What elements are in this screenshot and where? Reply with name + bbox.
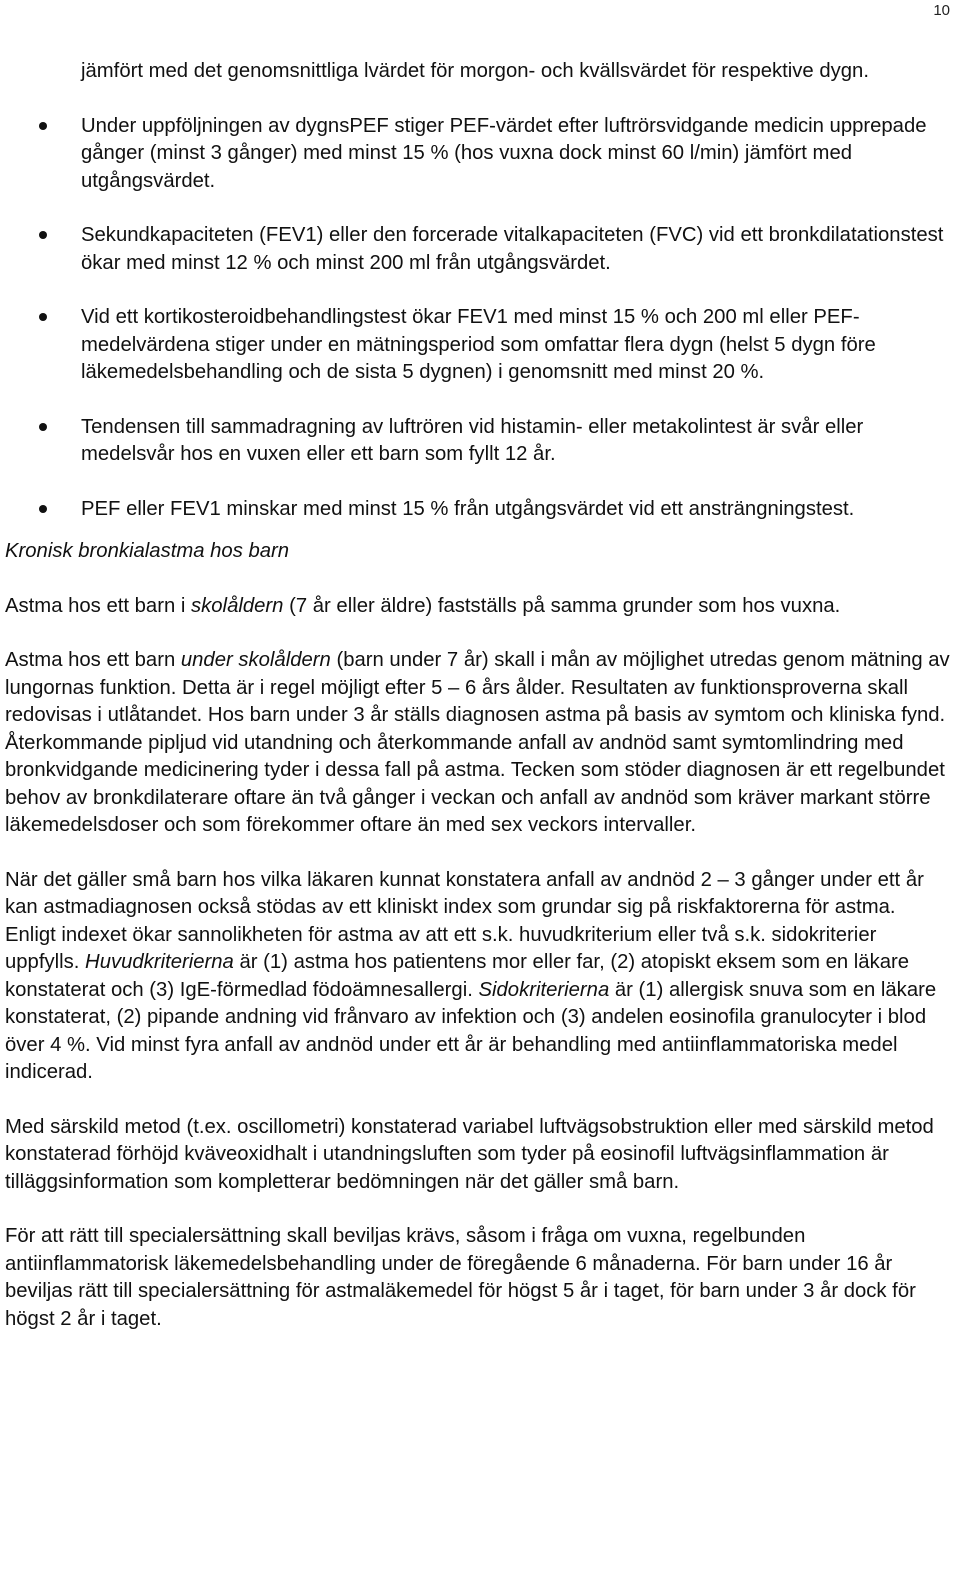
criteria-list — [5, 113, 950, 524]
bullet-icon — [39, 313, 47, 321]
bullet-icon — [39, 122, 47, 130]
paragraph-emphasis: under skolåldern — [180, 649, 331, 671]
list-item-text: Tendensen till sammadragning av luftrören vid histamin- eller metakolintest är svår eller medelsvår hos en vuxen eller ett barn som fyllt 12 år. — [81, 415, 864, 465]
paragraph-emphasis: Huvudkriterierna — [85, 951, 234, 973]
bullet-icon — [39, 423, 47, 431]
list-item — [5, 304, 950, 387]
paragraph-reimbursement: För att rätt till specialersättning skall beviljas krävs, såsom i fråga om vuxna, regelbunden antiinflammatorisk läkemedelsbehandling under de föregående 6 månaderna. För barn under 16 år beviljas rätt till specialersättning för astmaläkemedel för högst 5 år i taget, för barn under 3 år dock för högst 2 år i taget. — [5, 1225, 916, 1330]
paragraph-under-school-age — [5, 647, 950, 840]
list-item — [5, 496, 950, 524]
intro-continuation: jämfört med det genomsnittliga lvärdet för morgon- och kvällsvärdet för respektive dygn. — [81, 60, 869, 82]
list-item-text: Sekundkapaciteten (FEV1) eller den forcerade vitalkapaciteten (FVC) vid ett bronkdilatationstest ökar med minst 12 % och minst 200 ml från utgångsvärdet. — [81, 224, 944, 274]
list-item — [5, 113, 950, 196]
paragraph-text: (7 år eller äldre) fastställs på samma grunder som hos vuxna. — [283, 594, 841, 617]
page-content — [5, 58, 950, 1333]
paragraph-emphasis: Sidokriterierna — [478, 978, 610, 1001]
paragraph-text: är (1) astma hos patientens mor eller far, (2) atopiskt eksem som en läkare konstaterat och (3) IgE-förmedlad födoämnesallergi. — [5, 951, 910, 1001]
list-item — [5, 222, 950, 277]
list-item — [5, 414, 950, 469]
section-heading: Kronisk bronkialastma hos barn — [5, 540, 290, 562]
bullet-icon — [39, 231, 47, 239]
paragraph-text: Astma hos ett barn — [5, 649, 181, 671]
list-item-text: Under uppföljningen av dygnsPEF stiger PEF-värdet efter luftrörsvidgande medicin upprepade gånger (minst 3 gånger) med minst 15 % (hos vuxna dock minst 60 l/min) jämfört med utgångsvärdet. — [81, 114, 927, 192]
list-item-text: PEF eller FEV1 minskar med minst 15 % från utgångsvärdet vid ett ansträngningstest. — [81, 497, 855, 520]
list-item-text: Vid ett kortikosteroidbehandlingstest ökar FEV1 med minst 15 % och 200 ml eller PEF-medelvärdena stiger under en mätningsperiod som omfattar flera dygn (helst 5 dygn före läkemedelsbehandling och de sista 5 dygnen) i genomsnitt med minst 20 %. — [81, 306, 876, 383]
paragraph-special-method: Med särskild metod (t.ex. oscillometri) konstaterad variabel luftvägsobstruktion eller med särskild metod konstaterad förhöjd kväveoxidhalt i utandningsluften som tyder på eosinofil luftvägsinflammation är tilläggsinformation som kompletterar bedömningen när det gäller små barn. — [5, 1115, 934, 1193]
paragraph-small-children — [5, 867, 950, 1087]
paragraph-text: Astma hos ett barn i — [5, 594, 191, 617]
paragraph-text: När det gäller små barn hos vilka läkaren kunnat konstatera anfall av andnöd 2 – 3 gånger under ett år kan astmadiagnosen också stödas av ett kliniskt index som grundar sig på riskfaktorerna för astma. Enligt indexet ökar sannolikheten för astma av att ett s.k. huvudkriterium eller två s.k. sidokriterier uppfylls. — [5, 868, 924, 973]
page-number: 10 — [933, 2, 950, 19]
paragraph-emphasis: skolåldern — [191, 594, 284, 617]
bullet-icon — [39, 505, 47, 513]
paragraph-text: (barn under 7 år) skall i mån av möjlighet utredas genom mätning av lungornas funktion. Detta är i regel möjligt efter 5 – 6 års ålder. Resultaten av funktionsproverna skall redovisas i utlåtandet. Hos barn under 3 år ställs diagnosen astma på basis av symtom och kliniska fynd. Återkommande pipljud vid utandning och återkommande anfall av andnöd samt symtomlindring med bronkvidgande medicinering tyder i dessa fall på astma. Tecken som stöder diagnosen är ett regelbundet behov av bronkdilaterare oftare än två gånger i veckan och anfall av andnöd som kräver markant större läkemedelsdoser och som förekommer oftare än med sex veckors intervaller. — [5, 649, 950, 836]
paragraph-text: är (1) allergisk snuva som en läkare konstaterat, (2) pipande andning vid frånvaro av infektion och (3) andelen eosinofila granulocyter i blod över 4 %. Vid minst fyra anfall av andnöd under ett år är behandling med antiinflammatoriska medel indicerad. — [5, 978, 937, 1083]
paragraph-school-age — [5, 593, 950, 621]
